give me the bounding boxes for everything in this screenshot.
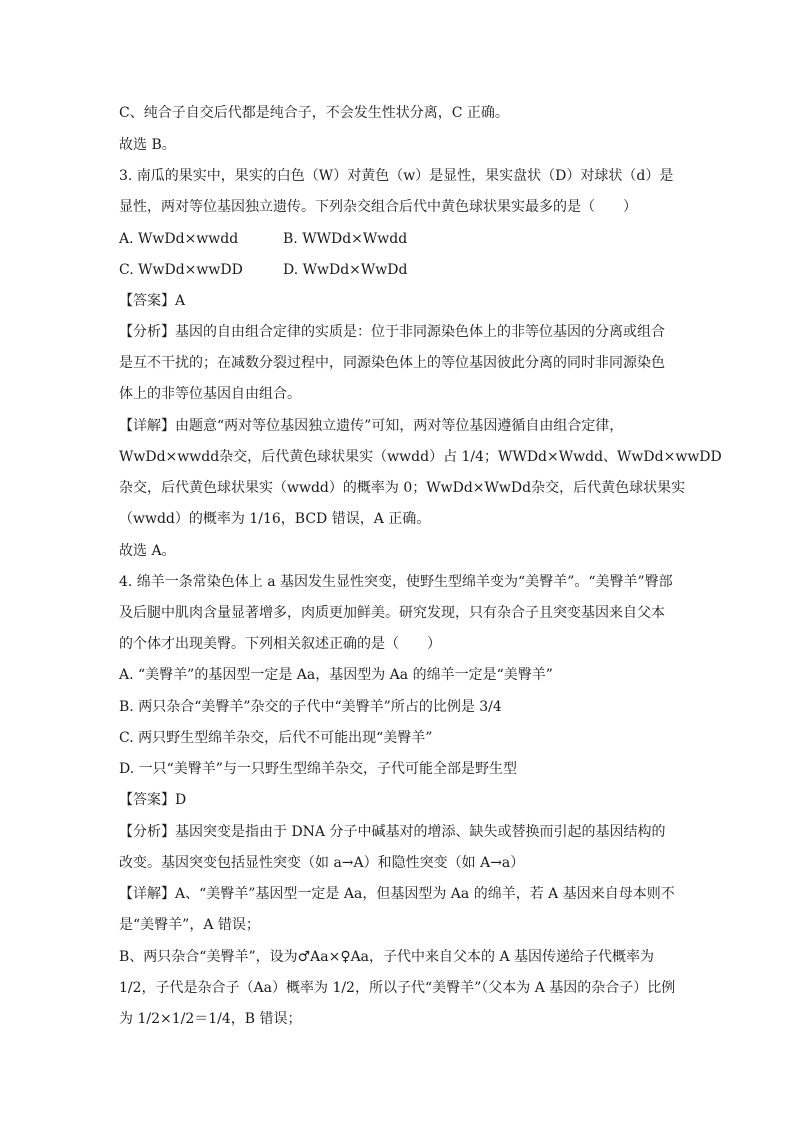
option-b: B. WWDd×Wwdd [283, 231, 408, 247]
detail-paragraph: 【详解】由题意“两对等位基因独立遗传”可知，两对等位基因遵循自由组合定律， [119, 418, 624, 434]
text-line: 为 1/2×1/2＝1/4，B 错误； [119, 1011, 302, 1027]
analysis-paragraph: 【分析】基因的自由组合定律的实质是：位于非同源染色体上的非等位基因的分离或组合 [119, 324, 665, 340]
detail-paragraph: 【详解】A、“美臀羊”基因型一定是 Aa，但基因型为 Aa 的绵羊，若 A 基因来自母本则不 [119, 886, 675, 902]
option-d: D. 一只“美臀羊”与一只野生型绵羊杂交，子代可能全部是野生型 [119, 761, 517, 777]
option-b: B. 两只杂合“美臀羊”杂交的子代中“美臀羊”所占的比例是 3/4 [119, 699, 502, 715]
text-line: WwDd×wwdd杂交，后代黄色球状果实（wwdd）占 1/4；WWDd×Wwdd、WwDd×wwDD [119, 449, 722, 465]
text-line: 杂交，后代黄色球状果实（wwdd）的概率为 0；WwDd×WwDd杂交，后代黄色球状果实 [119, 480, 686, 496]
text-line: 是“美臀羊”，A 错误； [119, 917, 260, 933]
text-line: （wwdd）的概率为 1/16，BCD 错误，A 正确。 [119, 511, 431, 527]
text-line: 故选 B。 [119, 137, 176, 153]
text-line: 体上的非等位基因自由组合。 [119, 386, 301, 402]
question-3-stem: 3. 南瓜的果实中，果实的白色（W）对黄色（w）是显性，果实盘状（D）对球状（d）是 [119, 168, 674, 184]
option-a: A. “美臀羊”的基因型一定是 Aa，基因型为 Aa 的绵羊一定是“美臀羊” [119, 667, 553, 683]
answer-label: 【答案】A [119, 293, 186, 309]
analysis-paragraph: 【分析】基因突变是指由于 DNA 分子中碱基对的增添、缺失或替换而引起的基因结构的 [119, 824, 666, 840]
text-line: 1/2，子代是杂合子（Aa）概率为 1/2，所以子代“美臀羊”（父本为 A 基因的杂合子）比例 [119, 980, 676, 996]
option-d: D. WwDd×WwDd [283, 262, 408, 278]
option-a: A. WwDd×wwdd [119, 231, 239, 247]
option-c: C. WwDd×wwDD [119, 262, 243, 278]
option-c: C. 两只野生型绵羊杂交，后代不可能出现“美臀羊” [119, 730, 433, 746]
text-line: 的个体才出现美臀。下列相关叙述正确的是（ ） [119, 636, 441, 652]
text-line: 及后腿中肌肉含量显著增多，肉质更加鲜美。研究发现，只有杂合子且突变基因来自父本 [119, 605, 665, 621]
text-line: C、纯合子自交后代都是纯合子，不会发生性状分离，C 正确。 [119, 105, 509, 121]
text-line: 是互不干扰的；在减数分裂过程中，同源染色体上的等位基因彼此分离的同时非同源染色 [119, 355, 665, 371]
text-line: 显性，两对等位基因独立遗传。下列杂交组合后代中黄色球状果实最多的是（ ） [119, 199, 637, 215]
answer-label: 【答案】D [119, 792, 187, 808]
text-line: 故选 A。 [119, 543, 176, 559]
text-line: 改变。基因突变包括显性突变（如 a→A）和隐性突变（如 A→a） [119, 855, 525, 871]
text-line: B、两只杂合“美臀羊”，设为♂Aa×♀Aa，子代中来自父本的 A 基因传递给子代概率为 [119, 949, 655, 965]
question-4-stem: 4. 绵羊一条常染色体上 a 基因发生显性突变，使野生型绵羊变为“美臀羊”。“美臀羊”臀部 [119, 574, 673, 590]
